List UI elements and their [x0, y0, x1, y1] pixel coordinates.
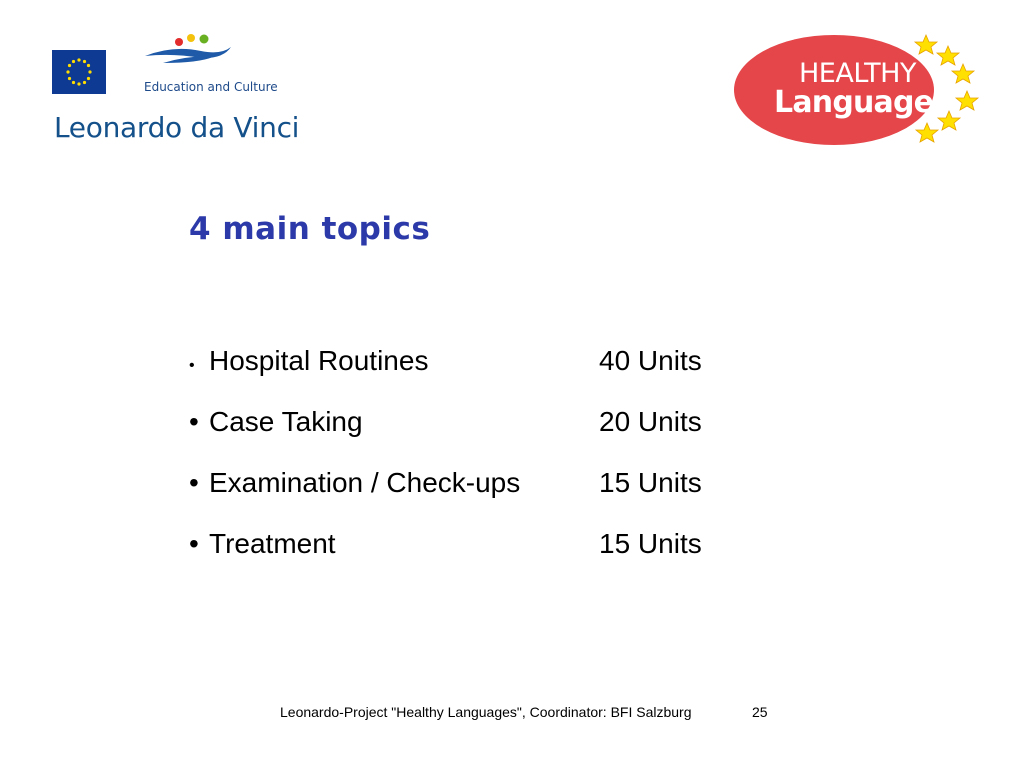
page-number: 25 — [752, 704, 768, 720]
healthy-languages-logo — [731, 33, 981, 148]
topic-item — [189, 399, 702, 460]
topic-item — [189, 338, 702, 399]
bullet-icon: • — [189, 528, 199, 559]
bullet-icon: • — [189, 357, 195, 374]
topic-units: 15 Units — [599, 528, 702, 559]
logo-languages-text: Languages — [774, 85, 951, 120]
topic-units: 40 Units — [599, 345, 702, 376]
topic-list — [189, 338, 702, 582]
logo-healthy-text: HEALTHY — [799, 58, 916, 89]
topic-item — [189, 460, 702, 521]
bullet-icon: • — [189, 467, 199, 498]
topic-item — [189, 521, 702, 582]
program-name: Leonardo da Vinci — [54, 111, 300, 144]
topic-name: Treatment — [209, 528, 336, 559]
topic-name: Examination / Check-ups — [209, 467, 521, 498]
eu-flag-icon — [52, 50, 106, 94]
bullet-icon: • — [189, 406, 199, 437]
slide-title: 4 main topics — [189, 211, 431, 247]
program-label: Education and Culture — [144, 80, 278, 94]
topic-name: Hospital Routines — [209, 345, 429, 376]
education-culture-logo-icon — [143, 33, 267, 68]
topic-units: 20 Units — [599, 406, 702, 437]
topic-name: Case Taking — [209, 406, 363, 437]
footer-text: Leonardo-Project "Healthy Languages", Coordinator: BFI Salzburg — [280, 704, 692, 720]
topic-units: 15 Units — [599, 467, 702, 498]
